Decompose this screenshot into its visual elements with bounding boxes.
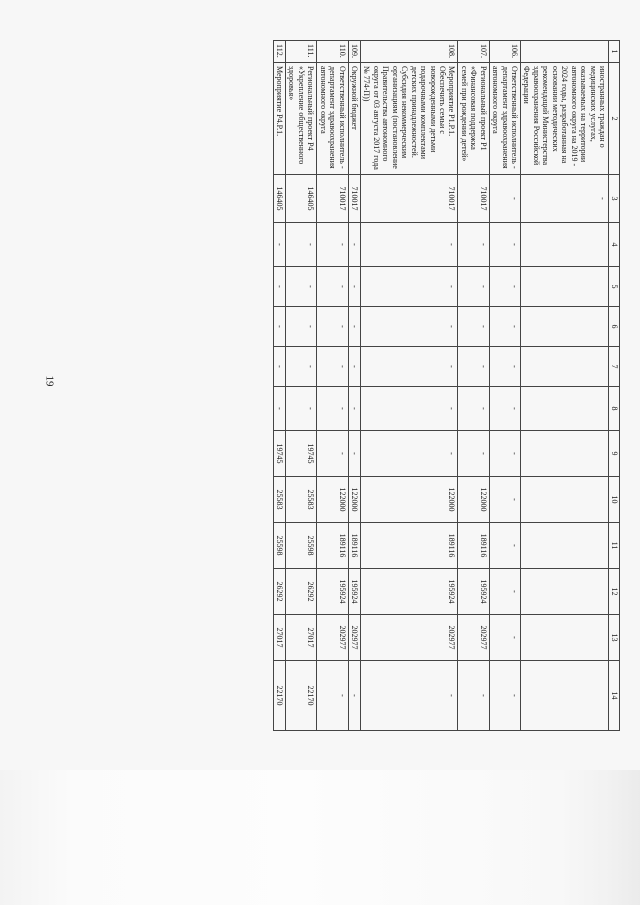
value-cell: 710017	[317, 175, 348, 223]
value-cell: -	[348, 347, 360, 387]
value-cell: -	[348, 431, 360, 477]
value-cell: 25583	[286, 477, 317, 523]
value-cell: 27017	[286, 615, 317, 661]
row-number: 109.	[348, 41, 360, 63]
row-number	[521, 41, 609, 63]
value-cell: 19745	[273, 431, 285, 477]
value-cell	[521, 569, 609, 615]
value-cell: 202977	[348, 615, 360, 661]
row-name: Мероприятие P1.P.1. Обеспечить семьи с новорожденными детьми подарочными комплектами детских принадлежностей. Субсидия некоммерческим организациям (постановление Правительства автономного округа от 03 августа 2017 года № 774-П))	[361, 63, 458, 175]
column-number: 10	[609, 477, 620, 523]
column-number: 12	[609, 569, 620, 615]
value-cell: 195924	[361, 569, 458, 615]
value-cell: 25583	[273, 477, 285, 523]
value-cell: -	[458, 267, 489, 307]
value-cell: -	[361, 267, 458, 307]
value-cell: 146405	[286, 175, 317, 223]
column-number: 6	[609, 307, 620, 347]
page-number: 19	[43, 375, 56, 387]
value-cell: -	[489, 347, 520, 387]
value-cell: -	[458, 661, 489, 731]
value-cell	[521, 431, 609, 477]
value-cell: -	[317, 267, 348, 307]
value-cell: 710017	[458, 175, 489, 223]
value-cell: 19745	[286, 431, 317, 477]
column-number: 7	[609, 347, 620, 387]
value-cell: -	[273, 387, 285, 431]
table-row	[489, 41, 520, 731]
table-row	[317, 41, 348, 731]
value-cell: -	[348, 661, 360, 731]
value-cell: -	[489, 477, 520, 523]
value-cell: 710017	[348, 175, 360, 223]
column-number: 5	[609, 267, 620, 307]
row-number: 106.	[489, 41, 520, 63]
value-cell: 26292	[273, 569, 285, 615]
value-cell	[521, 347, 609, 387]
column-number: 13	[609, 615, 620, 661]
value-cell: -	[458, 307, 489, 347]
value-cell: -	[458, 387, 489, 431]
row-number: 111.	[286, 41, 317, 63]
value-cell: -	[273, 267, 285, 307]
budget-table	[273, 40, 620, 731]
value-cell: -	[489, 615, 520, 661]
value-cell: -	[286, 267, 317, 307]
value-cell: 22170	[273, 661, 285, 731]
value-cell: -	[458, 347, 489, 387]
value-cell: -	[286, 307, 317, 347]
value-cell: -	[458, 223, 489, 267]
column-number: 9	[609, 431, 620, 477]
row-name: Мероприятие P4.P.1.	[273, 63, 285, 175]
value-cell: 25598	[286, 523, 317, 569]
value-cell: -	[317, 387, 348, 431]
value-cell: 189116	[458, 523, 489, 569]
column-number: 1	[609, 41, 620, 63]
value-cell: 22170	[286, 661, 317, 731]
value-cell: -	[286, 387, 317, 431]
value-cell: -	[489, 661, 520, 731]
value-cell: -	[348, 387, 360, 431]
value-cell: -	[273, 347, 285, 387]
row-number: 110.	[317, 41, 348, 63]
value-cell	[521, 477, 609, 523]
value-cell: 146405	[273, 175, 285, 223]
value-cell: -	[348, 267, 360, 307]
value-cell: 202977	[458, 615, 489, 661]
value-cell: -	[273, 307, 285, 347]
value-cell: 27017	[273, 615, 285, 661]
column-number: 4	[609, 223, 620, 267]
value-cell: -	[317, 431, 348, 477]
value-cell: 122000	[348, 477, 360, 523]
column-number: 8	[609, 387, 620, 431]
row-name: иностранных граждан о медицинских услугах, оказываемых на территории автономного округа на 2019 - 2024 годы, разработанная на основании методических рекомендаций Министерства здравоохранения Российской Федерации	[521, 63, 609, 175]
value-cell: -	[489, 523, 520, 569]
rotated-table-container	[100, 40, 620, 730]
value-cell: -	[317, 307, 348, 347]
value-cell: 710017	[361, 175, 458, 223]
value-cell	[521, 661, 609, 731]
row-name: Окружной бюджет	[348, 63, 360, 175]
value-cell: -	[458, 431, 489, 477]
column-number-row	[609, 41, 620, 731]
value-cell: 122000	[361, 477, 458, 523]
table-row	[458, 41, 489, 731]
value-cell: -	[489, 569, 520, 615]
value-cell: 189116	[361, 523, 458, 569]
value-cell: -	[489, 175, 520, 223]
row-name: Ответственный исполнитель - департамент здравоохранения автономного округа	[317, 63, 348, 175]
value-cell: 202977	[361, 615, 458, 661]
value-cell	[521, 615, 609, 661]
value-cell: 122000	[317, 477, 348, 523]
column-number: 11	[609, 523, 620, 569]
value-cell: -	[361, 661, 458, 731]
value-cell: -	[361, 387, 458, 431]
value-cell: -	[361, 431, 458, 477]
value-cell: 25598	[273, 523, 285, 569]
value-cell	[521, 307, 609, 347]
value-cell: -	[361, 307, 458, 347]
value-cell: -	[317, 347, 348, 387]
value-cell: 26292	[286, 569, 317, 615]
table-row	[273, 41, 285, 731]
row-name: Региональный проект P4 «Укрепление общественного здоровья»	[286, 63, 317, 175]
row-number: 112.	[273, 41, 285, 63]
column-number: 2	[609, 63, 620, 175]
value-cell: 195924	[458, 569, 489, 615]
value-cell: -	[361, 223, 458, 267]
value-cell: -	[317, 661, 348, 731]
value-cell: -	[348, 307, 360, 347]
value-cell: -	[286, 347, 317, 387]
row-name: Ответственный исполнитель - департамент здравоохранения автономного округа	[489, 63, 520, 175]
value-cell: 189116	[317, 523, 348, 569]
value-cell: -	[273, 223, 285, 267]
value-cell: -	[489, 307, 520, 347]
table-row	[361, 41, 458, 731]
row-name: Региональный проект P1 «Финансовая поддержка семей при рождении детей»	[458, 63, 489, 175]
value-cell: 195924	[317, 569, 348, 615]
value-cell: -	[489, 387, 520, 431]
value-cell: -	[489, 223, 520, 267]
value-cell: -	[489, 267, 520, 307]
value-cell	[521, 267, 609, 307]
value-cell: -	[286, 223, 317, 267]
value-cell: -	[348, 223, 360, 267]
value-cell	[521, 387, 609, 431]
value-cell	[521, 523, 609, 569]
value-cell: 202977	[317, 615, 348, 661]
value-cell	[521, 223, 609, 267]
table-row	[521, 41, 609, 731]
table-row	[286, 41, 317, 731]
column-number: 3	[609, 175, 620, 223]
row-number: 108.	[361, 41, 458, 63]
value-cell: 195924	[348, 569, 360, 615]
value-cell: -	[317, 223, 348, 267]
column-number: 14	[609, 661, 620, 731]
table-row	[348, 41, 360, 731]
value-cell: -	[521, 175, 609, 223]
value-cell: 122000	[458, 477, 489, 523]
value-cell: 189116	[348, 523, 360, 569]
value-cell: -	[489, 431, 520, 477]
row-number: 107.	[458, 41, 489, 63]
value-cell: -	[361, 347, 458, 387]
